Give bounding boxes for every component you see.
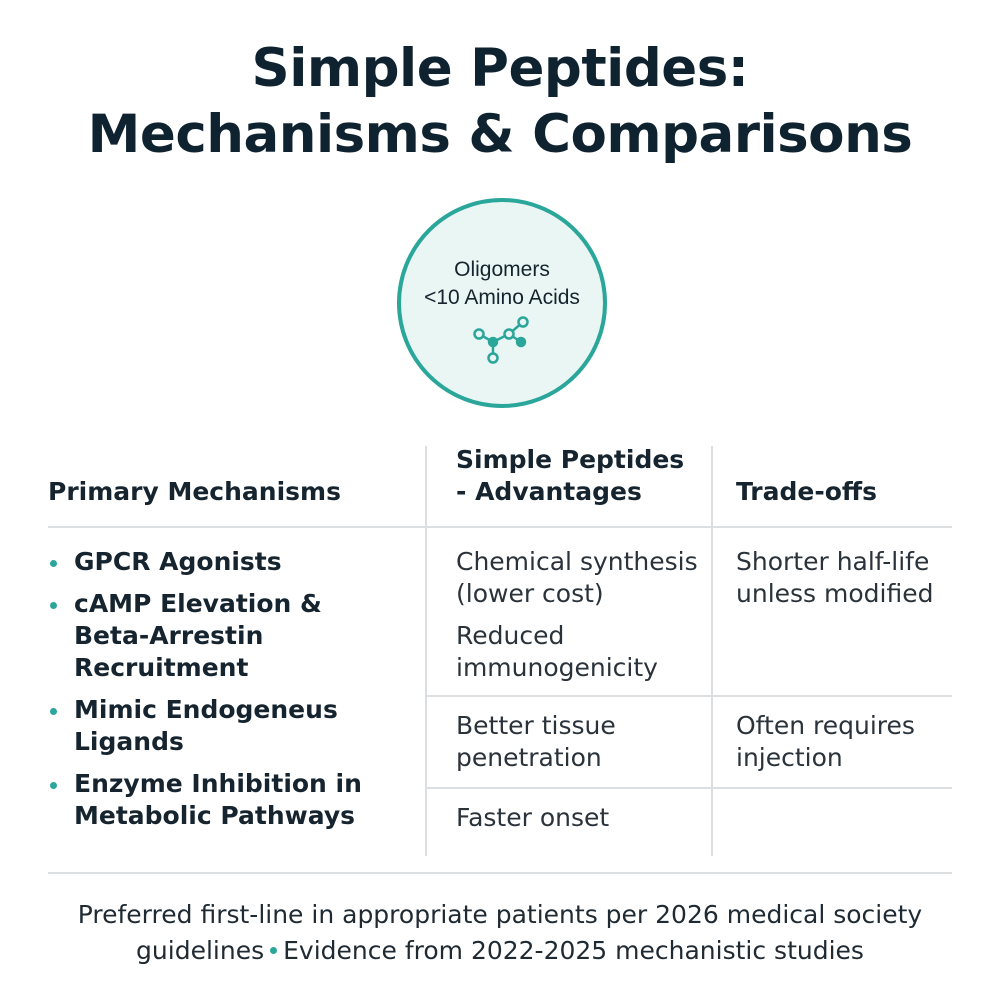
badge-line-1: Oligomers <box>454 258 550 281</box>
oligomer-badge <box>397 198 607 408</box>
header-advantages <box>456 444 684 508</box>
advantage-cell: Faster onset <box>456 803 610 832</box>
tradeoff-cell: Often requires injection <box>736 711 915 772</box>
row-divider-2 <box>427 787 952 789</box>
page-title <box>0 36 1000 168</box>
molecule-icon <box>471 314 533 366</box>
separator-dot <box>270 947 277 954</box>
list-item <box>48 546 388 578</box>
badge-line-2: <10 Amino Acids <box>424 286 580 309</box>
header-tradeoffs-label: Trade-offs <box>736 477 878 506</box>
header-divider <box>48 526 952 528</box>
header-advantages-line-1: Simple Peptides <box>456 445 685 474</box>
column-divider-2 <box>711 446 713 856</box>
bullet-dot <box>50 782 57 789</box>
header-tradeoffs <box>736 476 877 508</box>
mechanism-label: Enzyme Inhibition in Metabolic Pathways <box>74 769 362 830</box>
advantage-cell: Chemical synthesis (lower cost) <box>456 547 698 608</box>
footer-note <box>0 897 1000 969</box>
advantage-cell: Reduced immunogenicity <box>456 621 658 682</box>
row-divider-1 <box>427 695 952 697</box>
title-line-1: Simple Peptides: <box>251 38 749 99</box>
mechanism-list <box>48 546 388 842</box>
list-item <box>48 768 374 832</box>
header-advantages-line-2: - Advantages <box>456 477 642 506</box>
header-primary-mechanisms <box>48 476 341 508</box>
footer-evidence-text: Evidence from 2022-2025 mechanistic studies <box>283 936 864 965</box>
bullet-dot <box>50 560 57 567</box>
badge-text <box>401 256 603 312</box>
title-line-2: Mechanisms & Comparisons <box>87 104 913 165</box>
footer-divider <box>48 872 952 874</box>
mechanism-label: Mimic Endogeneus Ligands <box>74 695 338 756</box>
list-item <box>48 588 324 684</box>
advantage-cell: Better tissue penetration <box>456 711 616 772</box>
mechanism-label: cAMP Elevation & Beta-Arrestin Recruitment <box>74 589 322 682</box>
footer-line-2 <box>0 933 1000 969</box>
header-mechanisms-label: Primary Mechanisms <box>48 477 341 506</box>
mechanism-label: GPCR Agonists <box>74 547 282 576</box>
tradeoff-cell: Shorter half-life unless modified <box>736 547 934 608</box>
bullet-dot <box>50 708 57 715</box>
bullet-dot <box>50 602 57 609</box>
footer-guidelines-text: guidelines <box>136 936 265 965</box>
footer-line-1: Preferred first-line in appropriate patients per 2026 medical society <box>77 900 923 929</box>
list-item <box>48 694 354 758</box>
column-divider-1 <box>425 446 427 856</box>
